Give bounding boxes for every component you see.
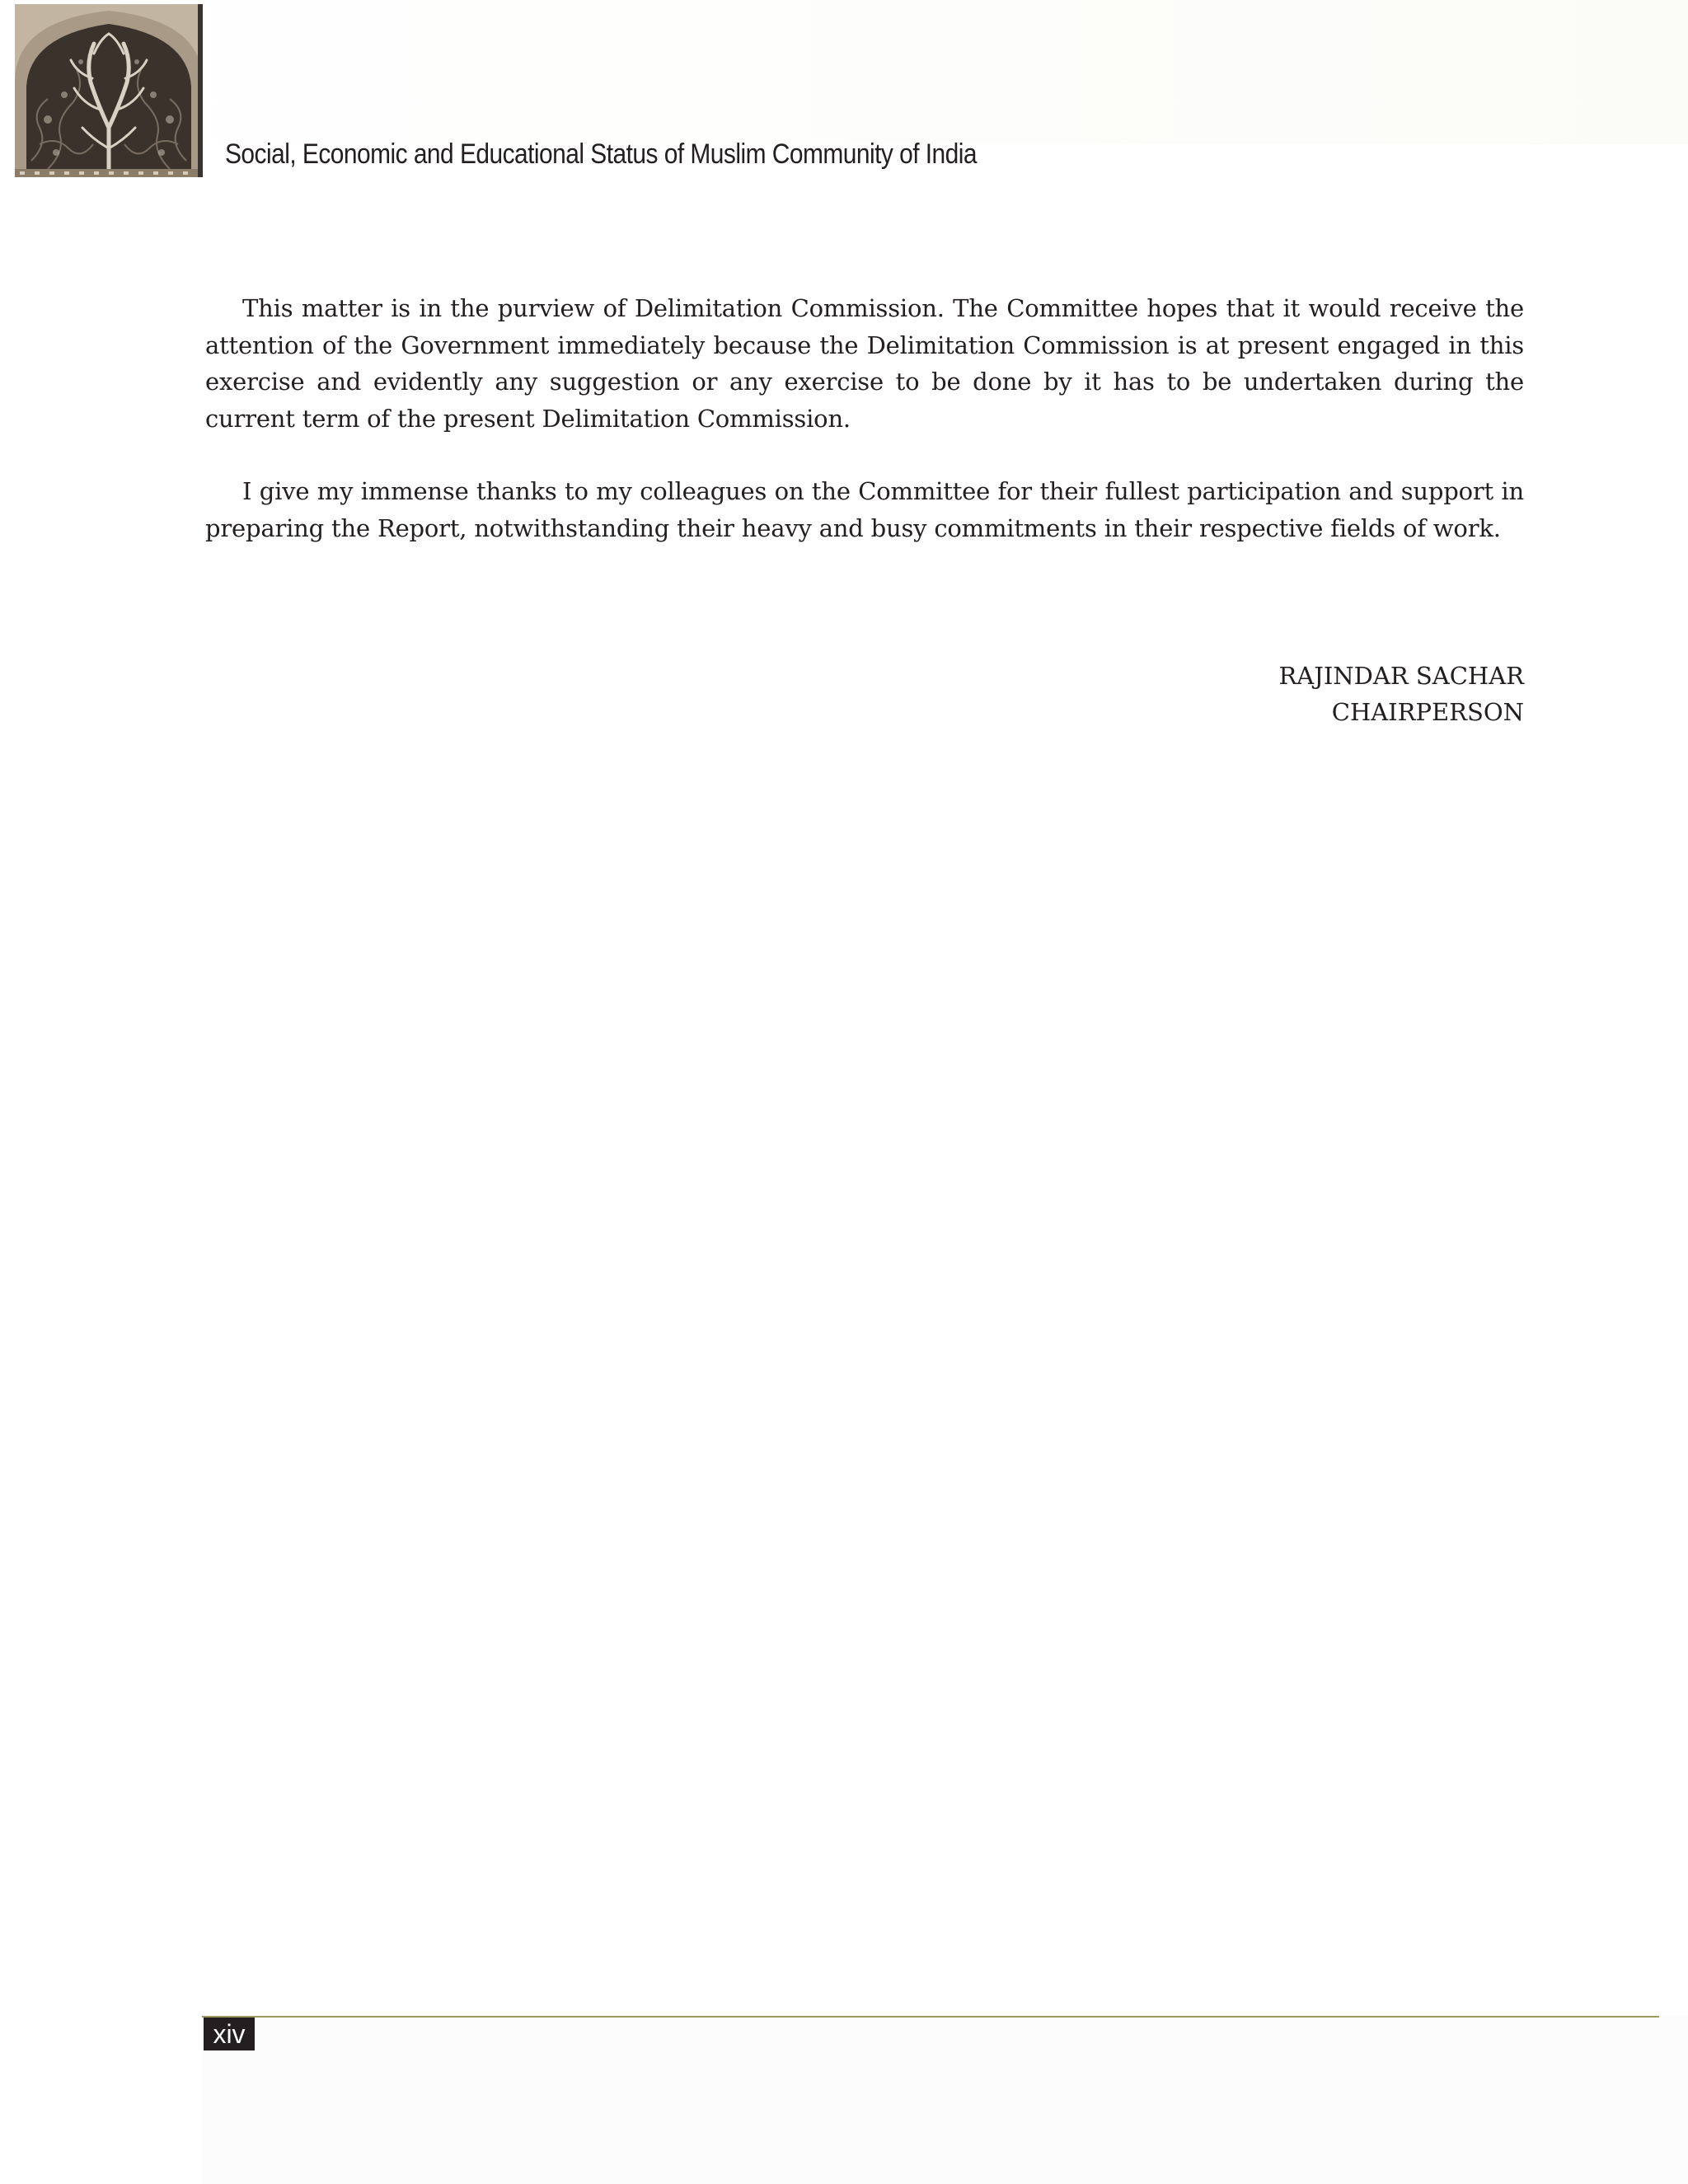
running-head-title: Social, Economic and Educational Status of Muslim Community of India xyxy=(225,138,978,170)
footer-rule xyxy=(202,2016,1659,2018)
page-number: xiv xyxy=(204,2018,255,2050)
emblem-border xyxy=(198,4,203,177)
jali-window-graphic xyxy=(15,4,203,177)
signatory-name: RAJINDAR SACHAR xyxy=(1278,662,1524,690)
paragraph-thanks: I give my immense thanks to my colleagues on the Committee for their fullest participation and support in preparing the Report, notwithstanding their heavy and busy commitments in their respective fields of work. xyxy=(205,477,1524,542)
header-band xyxy=(0,0,1688,144)
sidi-saiyyed-jali-window-icon xyxy=(15,4,203,177)
signature-block xyxy=(1071,658,1524,730)
signatory-title: CHAIRPERSON xyxy=(1331,698,1524,726)
letter-body xyxy=(205,290,1524,583)
paragraph-delimitation: This matter is in the purview of Delimitation Commission. The Committee hopes that it would receive the attention of the Government immediately because the Delimitation Commission is at present engaged in this exercise and evidently any suggestion or any exercise to be done by it has to be undertaken during the current term of the present Delimitation Commission. xyxy=(205,294,1524,433)
footer-band xyxy=(202,2017,1688,2184)
